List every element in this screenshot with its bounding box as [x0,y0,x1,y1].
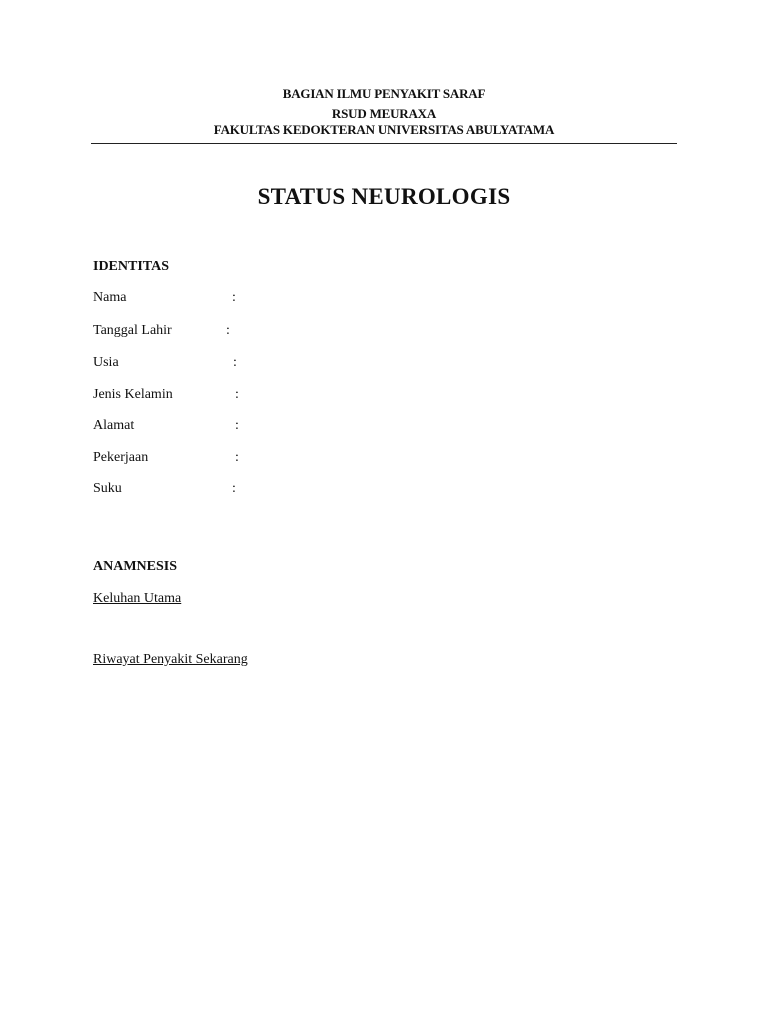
hospital-name: RSUD MEURAXA [331,106,437,121]
field-separator-suku: : [232,481,236,496]
keluhan-utama-heading: Keluhan Utama [93,591,182,606]
field-separator-tanggal-lahir: : [226,323,230,338]
field-label-pekerjaan: Pekerjaan [93,450,149,465]
field-label-suku: Suku [93,481,122,496]
field-separator-nama: : [232,290,236,305]
field-label-jenis-kelamin: Jenis Kelamin [93,387,173,402]
header-divider [91,143,677,144]
field-label-usia: Usia [93,355,119,370]
field-separator-jenis-kelamin: : [235,387,239,402]
page-title: STATUS NEUROLOGIS [257,184,511,209]
field-label-alamat: Alamat [93,418,135,433]
riwayat-penyakit-sekarang-heading: Riwayat Penyakit Sekarang [93,652,248,667]
field-separator-alamat: : [235,418,239,433]
field-separator-usia: : [233,355,237,370]
field-separator-pekerjaan: : [235,450,239,465]
identitas-heading: IDENTITAS [93,259,169,274]
faculty-name: FAKULTAS KEDOKTERAN UNIVERSITAS ABULYATAMA [213,122,555,137]
anamnesis-heading: ANAMNESIS [93,559,178,574]
field-label-nama: Nama [93,290,127,305]
department-name: BAGIAN ILMU PENYAKIT SARAF [282,86,486,101]
field-label-tanggal-lahir: Tanggal Lahir [93,323,172,338]
